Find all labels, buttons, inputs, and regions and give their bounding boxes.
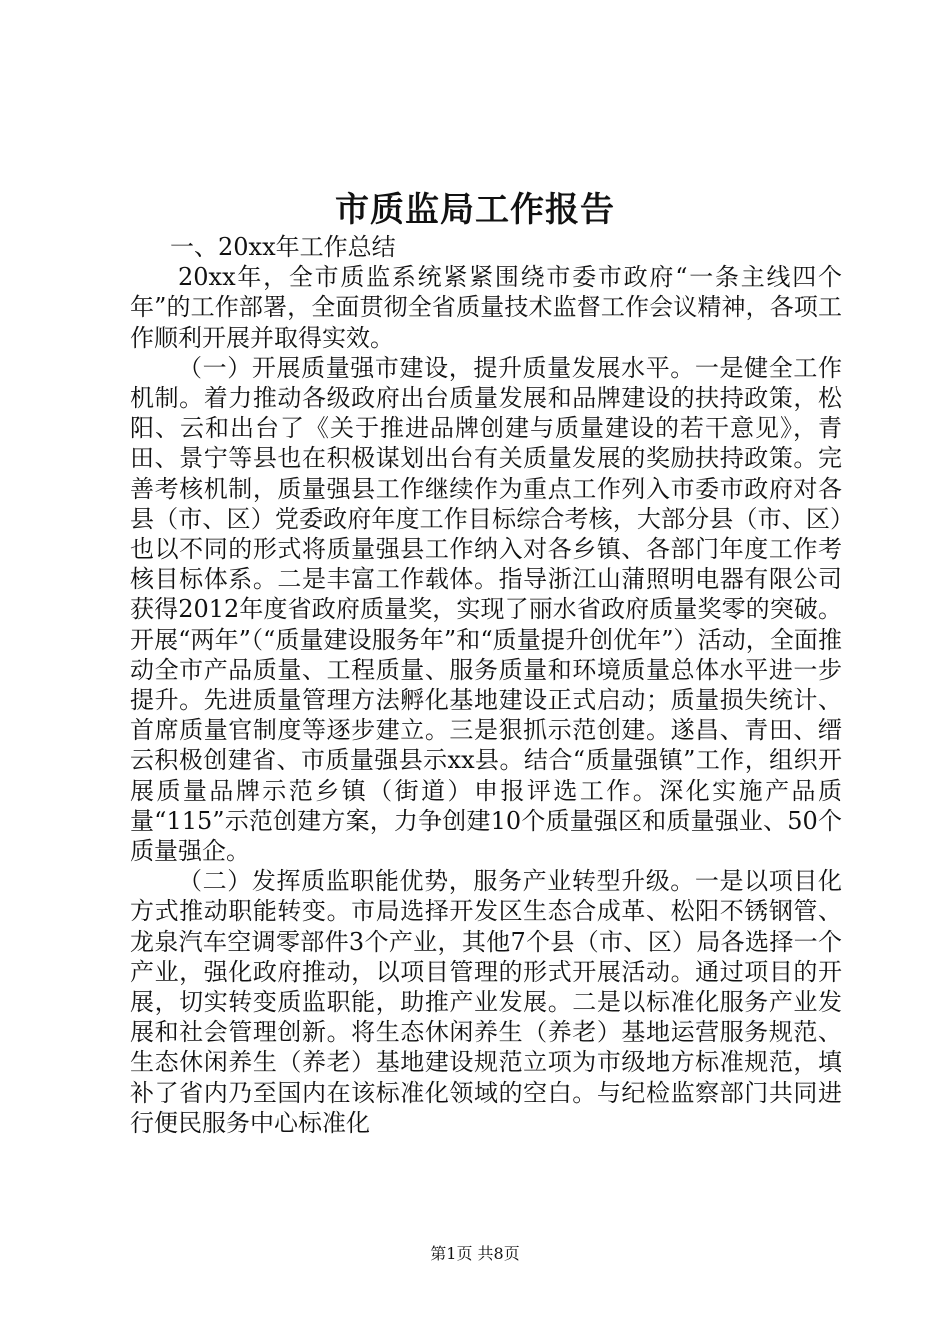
section-heading: 一、20xx年工作总结 [170,233,396,261]
document-body [130,232,842,1138]
page-footer: 第1页 共8页 [430,1244,520,1263]
document-title: 市质监局工作报告 [335,190,615,230]
paragraph-industry-upgrade: （二）发挥质监职能优势，服务产业转型升级。一是以项目化方式推动职能转变。市局选择开发区生态合成革、松阳不锈钢管、龙泉汽车空调零部件3个产业，其他7个县（市、区）局各选择一个产业，强化政府推动，以项目管理的形式开展活动。通过项目的开展，切实转变质监职能，助推产业发展。二是以标准化服务产业发展和社会管理创新。将生态休闲养生（养老）基地运营服务规范、生态休闲养生（养老）基地建设规范立项为市级地方标准规范，填补了省内乃至国内在该标准化领域的空白。与纪检监察部门共同进行便民服务中心标准化 [130,867,842,1137]
paragraph-intro: 20xx年，全市质监系统紧紧围绕市委市政府“一条主线四个年”的工作部署，全面贯彻全省质量技术监督工作会议精神，各项工作顺利开展并取得实效。 [130,263,842,352]
paragraph-quality-city: （一）开展质量强市建设，提升质量发展水平。一是健全工作机制。着力推动各级政府出台质量发展和品牌建设的扶持政策，松阳、云和出台了《关于推进品牌创建与质量建设的若干意见》，青田、景宁等县也在积极谋划出台有关质量发展的奖励扶持政策。完善考核机制，质量强县工作继续作为重点工作列入市委市政府对各县（市、区）党委政府年度工作目标综合考核，大部分县（市、区）也以不同的形式将质量强县工作纳入对各乡镇、各部门年度工作考核目标体系。二是丰富工作载体。指导浙江山蒲照明电器有限公司获得2012年度省政府质量奖，实现了丽水省政府质量奖零的突破。开展“两年”（“质量建设服务年”和“质量提升创优年”）活动，全面推动全市产品质量、工程质量、服务质量和环境质量总体水平进一步提升。先进质量管理方法孵化基地建设正式启动；质量损失统计、首席质量官制度等逐步建立。三是狠抓示范创建。遂昌、青田、缙云积极创建省、市质量强县示xx县。结合“质量强镇”工作，组织开展质量品牌示范乡镇（街道）申报评选工作。深化实施产品质量“115”示范创建方案，力争创建10个质量强区和质量强业、50个质量强企。 [130,353,842,866]
